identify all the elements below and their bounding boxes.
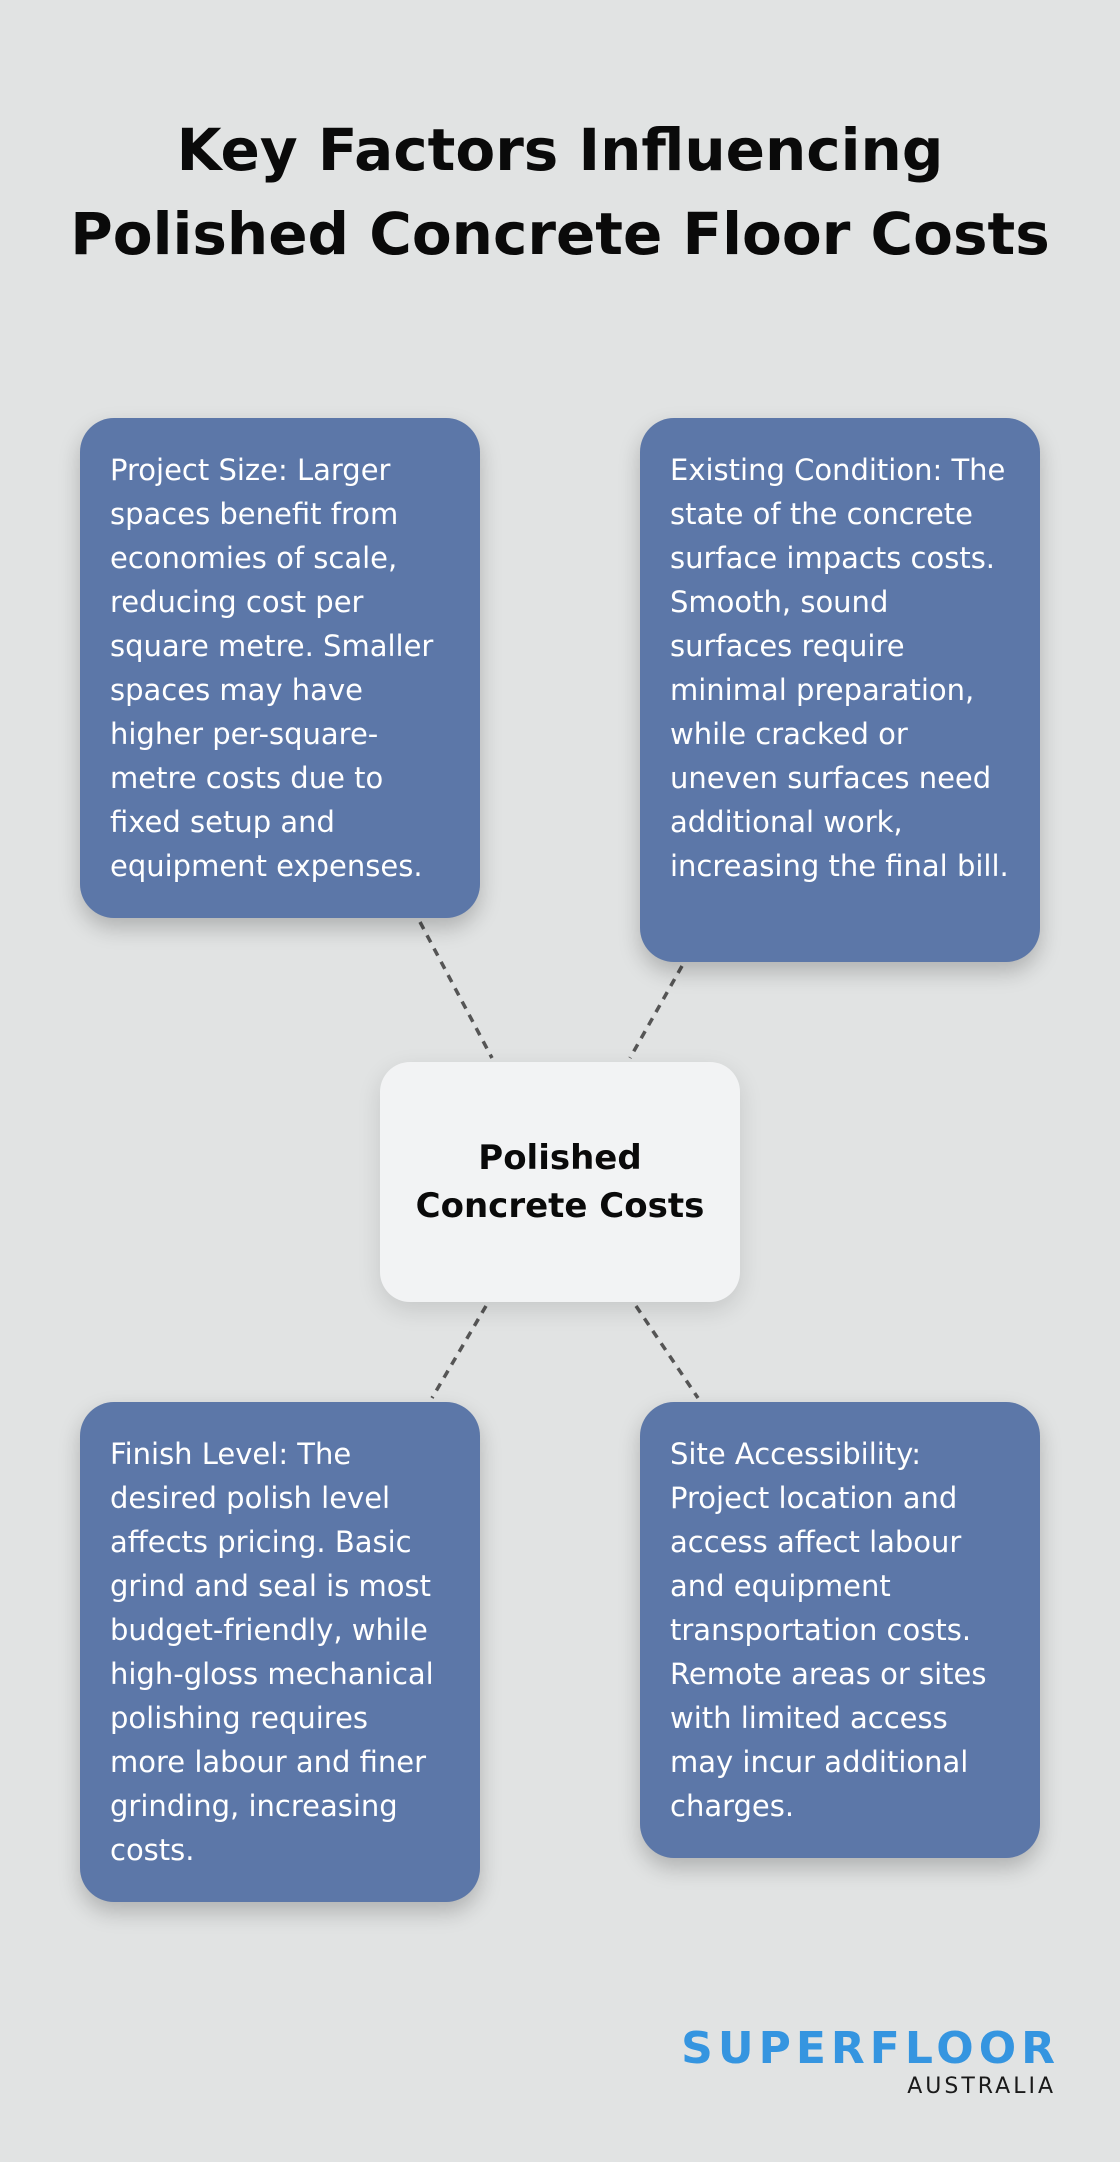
factor-card-finish-level bbox=[80, 1402, 480, 1902]
center-node bbox=[380, 1062, 740, 1302]
logo-wordmark: SUPERFLOOR bbox=[681, 2023, 1060, 2074]
logo-subtitle: AUSTRALIA bbox=[907, 2074, 1056, 2099]
factor-text: Project Size: Larger spaces benefit from economies of scale, reducing cost per square metre. Smaller spaces may have higher per-square-metre costs due to fixed setup and equipment expenses. bbox=[110, 453, 434, 883]
connector-finish-level bbox=[432, 1306, 486, 1398]
connector-existing-condition bbox=[630, 966, 682, 1058]
factor-text: Site Accessibility: Project location and access affect labour and equipment transportation costs. Remote areas or sites with limited access may incur additional charges. bbox=[670, 1437, 987, 1823]
connector-project-size bbox=[420, 922, 492, 1058]
factor-text: Finish Level: The desired polish level affects pricing. Basic grind and seal is most budget-friendly, while high-gloss mechanical polishing requires more labour and finer grinding, increasing costs. bbox=[110, 1437, 434, 1867]
factor-card-site-accessibility bbox=[640, 1402, 1040, 1858]
superfloor-logo bbox=[650, 2025, 1060, 2101]
title-line-1: Key Factors Influencing bbox=[176, 116, 944, 184]
title-line-2: Polished Concrete Floor Costs bbox=[70, 200, 1050, 268]
factor-card-existing-condition bbox=[640, 418, 1040, 962]
connector-site-accessibility bbox=[636, 1306, 698, 1398]
center-node-label: Polished Concrete Costs bbox=[415, 1138, 705, 1226]
factor-text: Existing Condition: The state of the concrete surface impacts costs. Smooth, sound surfaces require minimal preparation, while cracked or uneven surfaces need additional work, increasing the final bill. bbox=[670, 453, 1009, 883]
factor-card-project-size bbox=[80, 418, 480, 918]
